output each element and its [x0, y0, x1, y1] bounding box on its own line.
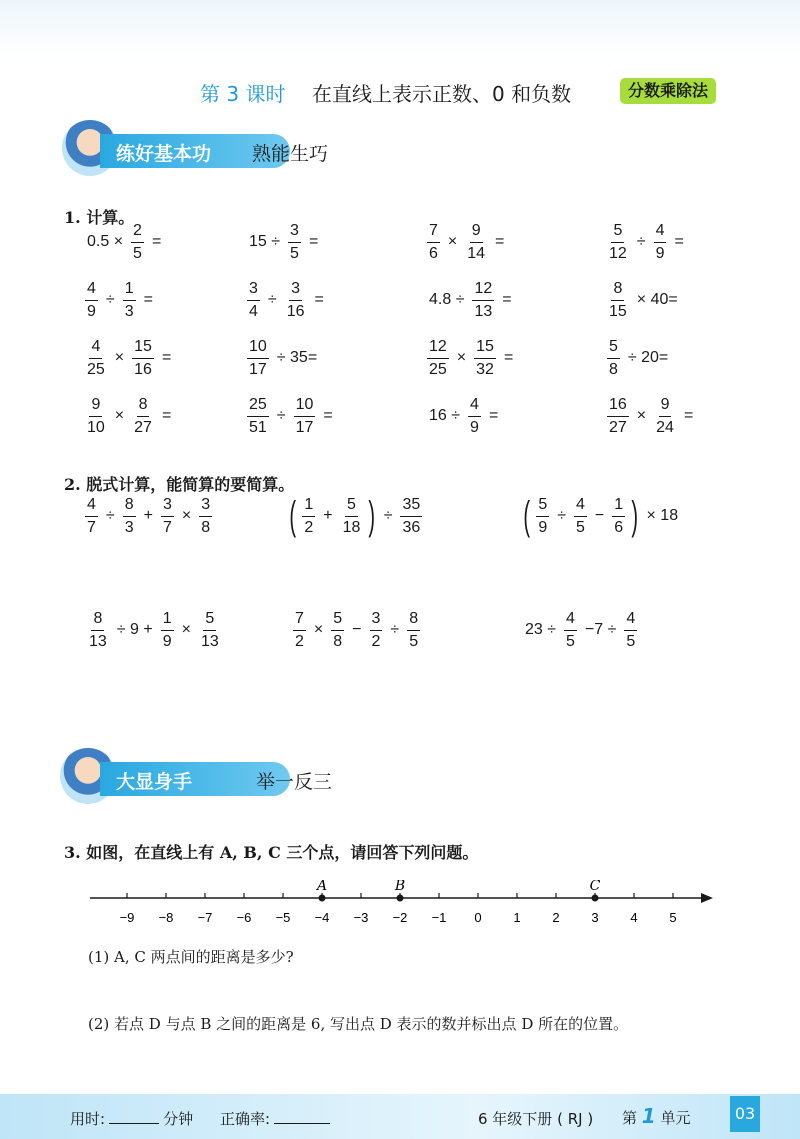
- expression-suffix: × 40=: [636, 291, 678, 309]
- denominator: 5: [290, 244, 299, 262]
- fraction: [131, 222, 144, 262]
- q3-title: 3. 如图，在直线上有 A, B, C 三个点，请回答下列问题。: [64, 843, 479, 862]
- numerator: 5: [607, 338, 620, 359]
- operator: ×: [181, 507, 192, 525]
- denominator: 13: [474, 302, 493, 320]
- q1-expression: [244, 280, 329, 320]
- numerator: 5: [536, 496, 549, 517]
- q1-expression: [244, 338, 322, 378]
- fraction: [85, 496, 98, 536]
- numerator: 3: [247, 280, 260, 301]
- q2-expression: [82, 496, 215, 536]
- numerator: 35: [400, 496, 422, 517]
- axis-arrow: [701, 893, 713, 903]
- q3-question-1: (1) A, C 两点间的距离是多少?: [88, 948, 294, 966]
- denominator: 6: [614, 518, 624, 536]
- fraction: [465, 222, 487, 262]
- unit-pre: 第: [622, 1109, 638, 1127]
- time-label: 用时:: [70, 1110, 106, 1128]
- denominator: 17: [249, 360, 267, 378]
- fraction: [293, 610, 306, 650]
- numerator: 4: [89, 338, 102, 359]
- q1-expression: [424, 338, 518, 378]
- fraction: [654, 396, 676, 436]
- operator: ×: [456, 349, 467, 367]
- numerator: 8: [123, 496, 136, 517]
- fraction: [370, 610, 383, 650]
- numerator: 3: [288, 222, 301, 243]
- denominator: 7: [162, 518, 172, 536]
- parenthesis: ): [368, 494, 376, 539]
- numerator: 4: [654, 222, 667, 243]
- q2-expression: [520, 610, 640, 650]
- expression-suffix: =: [674, 233, 684, 251]
- fraction: [564, 610, 577, 650]
- operator: +: [323, 507, 333, 525]
- fraction: [85, 338, 107, 378]
- topic-chip: 分数乘除法: [620, 78, 716, 104]
- denominator: 36: [402, 518, 421, 536]
- q1-expression: [82, 222, 166, 262]
- numerator: 15: [474, 338, 496, 359]
- section1-label: 练好基本功: [116, 143, 212, 165]
- q1-expression: [424, 396, 503, 436]
- q1-expression: [604, 338, 673, 378]
- q1-expression: [244, 396, 338, 436]
- operator: −: [594, 507, 605, 525]
- unit-label: [622, 1104, 691, 1128]
- numerator: 16: [607, 396, 629, 417]
- q1-expression: [604, 222, 689, 262]
- fraction: [247, 280, 260, 320]
- operator: ÷: [105, 291, 115, 309]
- q1-expression: [244, 222, 323, 262]
- numerator: 8: [611, 280, 624, 301]
- numerator: 5: [203, 610, 216, 631]
- q1-expression: [82, 396, 176, 436]
- point-label: B: [394, 880, 406, 894]
- q2-title: 2. 脱式计算，能简算的要简算。: [64, 475, 295, 494]
- fraction: [331, 610, 344, 650]
- numerator: 4: [468, 396, 481, 417]
- fraction: [85, 396, 107, 436]
- numerator: 25: [247, 396, 269, 417]
- fraction: [302, 496, 315, 536]
- numerator: 12: [472, 280, 494, 301]
- expression-prefix: 23 ÷: [525, 621, 557, 639]
- expression-suffix: =: [323, 407, 333, 425]
- q2-expression: [286, 494, 425, 539]
- parenthesis: ): [631, 494, 639, 539]
- tick-label: 1: [513, 910, 521, 925]
- operator: ×: [114, 349, 125, 367]
- tick-label: −8: [158, 910, 174, 925]
- operator: ×: [114, 407, 125, 425]
- numerator: 4: [624, 610, 637, 631]
- q2-expression: [84, 610, 224, 650]
- denominator: 8: [201, 518, 211, 536]
- q1-expression: [424, 280, 517, 320]
- operator: −7 ÷: [584, 621, 617, 639]
- operator: ÷: [390, 621, 400, 639]
- operator: ×: [181, 621, 191, 639]
- numerator: 7: [293, 610, 306, 631]
- point-label: A: [316, 880, 328, 894]
- fraction: [427, 338, 449, 378]
- expression-suffix: =: [488, 407, 499, 425]
- q1-title: 1. 计算。: [64, 208, 135, 227]
- numerator: 10: [247, 338, 269, 359]
- fraction: [123, 280, 136, 320]
- fraction: [654, 222, 667, 262]
- tick-label: −5: [275, 910, 291, 925]
- expression-prefix: 4.8 ÷: [429, 291, 465, 309]
- expression-suffix: =: [161, 407, 172, 425]
- tick-label: −2: [392, 910, 408, 925]
- denominator: 3: [124, 518, 134, 536]
- q3-question-2: (2) 若点 D 与点 B 之间的距离是 6, 写出点 D 表示的数并标出点 D 所在的位置。: [88, 1015, 629, 1033]
- denominator: 8: [609, 360, 618, 378]
- expression-suffix: =: [308, 233, 319, 251]
- tick-label: 0: [474, 910, 482, 925]
- tick-label: 2: [552, 910, 560, 925]
- number-line: [85, 880, 725, 940]
- numerator: 9: [89, 396, 102, 417]
- tick-label: 4: [630, 910, 638, 925]
- expression-suffix: =: [314, 291, 324, 309]
- tick-label: −1: [431, 910, 447, 925]
- fraction: [161, 496, 174, 536]
- denominator: 5: [133, 244, 142, 262]
- operator: ÷: [636, 233, 646, 251]
- numerator: 5: [345, 496, 358, 517]
- denominator: 7: [87, 518, 96, 536]
- denominator: 3: [124, 302, 134, 320]
- operator: ÷: [267, 291, 277, 309]
- operator: ×: [313, 621, 324, 639]
- denominator: 9: [538, 518, 548, 536]
- unit-number: 1: [641, 1104, 656, 1128]
- q2-expression: [290, 610, 423, 650]
- fraction: [199, 610, 221, 650]
- accuracy-label: 正确率:: [220, 1110, 271, 1128]
- fraction: [574, 496, 587, 536]
- denominator: 25: [429, 360, 447, 378]
- time-blank[interactable]: [109, 1123, 159, 1124]
- fraction: [288, 222, 301, 262]
- q1-expression: [604, 280, 683, 320]
- operator: ÷ 9 +: [116, 621, 153, 639]
- denominator: 16: [134, 360, 152, 378]
- numerator: 1: [302, 496, 315, 517]
- numerator: 2: [131, 222, 144, 243]
- expression-prefix: 15 ÷: [249, 233, 281, 251]
- fraction: [161, 610, 174, 650]
- numerator: 12: [427, 338, 449, 359]
- denominator: 24: [656, 418, 674, 436]
- numerator: 4: [574, 496, 587, 517]
- denominator: 14: [467, 244, 486, 262]
- page-title: 在直线上表示正数、0 和负数: [312, 82, 572, 106]
- denominator: 4: [249, 302, 258, 320]
- denominator: 5: [409, 632, 419, 650]
- expression-suffix: ÷ 20=: [627, 349, 669, 367]
- expression-suffix: =: [502, 291, 512, 309]
- q2-expression: [520, 494, 683, 539]
- numerator: 5: [331, 610, 344, 631]
- fraction: [400, 496, 422, 536]
- fraction: [123, 496, 136, 536]
- fraction: [132, 338, 154, 378]
- fraction: [612, 496, 625, 536]
- grade-label: 6 年级下册 ( RJ ): [478, 1110, 594, 1128]
- lesson-number: 第 3 课时: [200, 82, 286, 106]
- denominator: 2: [371, 632, 381, 650]
- numerator: 8: [407, 610, 420, 631]
- fraction: [472, 280, 494, 320]
- expression-suffix: × 18: [646, 507, 679, 525]
- fraction: [474, 338, 496, 378]
- time-unit: 分钟: [163, 1110, 194, 1128]
- denominator: 27: [609, 418, 627, 436]
- fraction: [468, 396, 481, 436]
- expression-suffix: =: [143, 291, 153, 309]
- expression-suffix: =: [503, 349, 514, 367]
- denominator: 13: [200, 632, 219, 650]
- denominator: 6: [429, 244, 438, 262]
- fraction: [607, 338, 620, 378]
- operator: ÷: [383, 507, 393, 525]
- numerator: 1: [161, 610, 174, 631]
- q1-expression: [424, 222, 509, 262]
- unit-post: 单元: [660, 1109, 691, 1127]
- denominator: 51: [249, 418, 267, 436]
- numerator: 10: [294, 396, 316, 417]
- fraction: [341, 496, 363, 536]
- operator: +: [143, 507, 153, 525]
- operator: −: [352, 621, 362, 639]
- fraction: [199, 496, 212, 536]
- fraction: [132, 396, 154, 436]
- fraction: [427, 222, 440, 262]
- denominator: 9: [655, 244, 665, 262]
- accuracy-field: [220, 1108, 334, 1129]
- section1-subtitle: 熟能生巧: [252, 143, 329, 165]
- fraction: [87, 610, 109, 650]
- tick-label: −3: [353, 910, 369, 925]
- fraction: [85, 280, 98, 320]
- fraction: [624, 610, 637, 650]
- section2-subtitle: 举一反三: [256, 771, 333, 793]
- denominator: 16: [286, 302, 305, 320]
- denominator: 13: [89, 632, 107, 650]
- denominator: 9: [470, 418, 479, 436]
- parenthesis: (: [523, 494, 530, 539]
- top-band: [0, 0, 800, 58]
- operator: ÷: [557, 507, 567, 525]
- operator: ÷: [276, 407, 286, 425]
- denominator: 5: [566, 632, 575, 650]
- denominator: 2: [295, 632, 304, 650]
- numerator: 15: [132, 338, 154, 359]
- operator: ×: [447, 233, 458, 251]
- expression-suffix: ÷ 35=: [276, 349, 318, 367]
- numerator: 8: [91, 610, 104, 631]
- q1-expression: [82, 280, 158, 320]
- expression-prefix: 16 ÷: [429, 407, 461, 425]
- denominator: 10: [87, 418, 105, 436]
- expression-suffix: =: [495, 233, 505, 251]
- tick-label: 5: [669, 910, 677, 925]
- numerator: 7: [427, 222, 440, 243]
- expression-prefix: 0.5 ×: [87, 233, 124, 251]
- tick-label: −7: [197, 910, 213, 925]
- numerator: 9: [659, 396, 672, 417]
- tick-label: −4: [314, 910, 330, 925]
- numerator: 3: [370, 610, 383, 631]
- fraction: [607, 280, 629, 320]
- denominator: 5: [626, 632, 636, 650]
- denominator: 17: [295, 418, 314, 436]
- point-label: C: [589, 880, 601, 894]
- fraction: [536, 496, 549, 536]
- expression-suffix: =: [161, 349, 172, 367]
- q1-expression: [82, 338, 176, 378]
- fraction: [294, 396, 316, 436]
- fraction: [285, 280, 307, 320]
- denominator: 27: [134, 418, 152, 436]
- numerator: 3: [289, 280, 302, 301]
- tick-label: 3: [591, 910, 599, 925]
- parenthesis: (: [289, 494, 296, 539]
- point-marker: [319, 895, 326, 902]
- numerator: 8: [137, 396, 150, 417]
- operator: ×: [636, 407, 647, 425]
- time-field: [70, 1108, 193, 1129]
- denominator: 2: [304, 518, 314, 536]
- numerator: 5: [611, 222, 624, 243]
- fraction: [247, 396, 269, 436]
- fraction: [247, 338, 269, 378]
- numerator: 4: [564, 610, 577, 631]
- fraction: [407, 610, 420, 650]
- expression-suffix: =: [683, 407, 694, 425]
- fraction: [607, 222, 629, 262]
- tick-label: −6: [236, 910, 252, 925]
- page-number: 03: [730, 1096, 760, 1132]
- denominator: 9: [162, 632, 172, 650]
- numerator: 3: [199, 496, 212, 517]
- denominator: 8: [333, 632, 343, 650]
- numerator: 3: [161, 496, 174, 517]
- denominator: 5: [576, 518, 585, 536]
- numerator: 9: [470, 222, 483, 243]
- accuracy-blank[interactable]: [274, 1123, 330, 1124]
- numerator: 4: [85, 496, 98, 517]
- point-marker: [397, 895, 404, 902]
- operator: ÷: [105, 507, 115, 525]
- expression-suffix: =: [151, 233, 162, 251]
- denominator: 32: [476, 360, 494, 378]
- section2-label: 大显身手: [116, 771, 193, 793]
- numerator: 4: [85, 280, 98, 301]
- tick-label: −9: [119, 910, 135, 925]
- q1-expression: [604, 396, 698, 436]
- numerator: 1: [612, 496, 625, 517]
- denominator: 15: [609, 302, 627, 320]
- denominator: 18: [342, 518, 361, 536]
- denominator: 25: [87, 360, 105, 378]
- denominator: 9: [87, 302, 96, 320]
- denominator: 12: [609, 244, 627, 262]
- point-marker: [592, 895, 599, 902]
- fraction: [607, 396, 629, 436]
- numerator: 1: [123, 280, 136, 301]
